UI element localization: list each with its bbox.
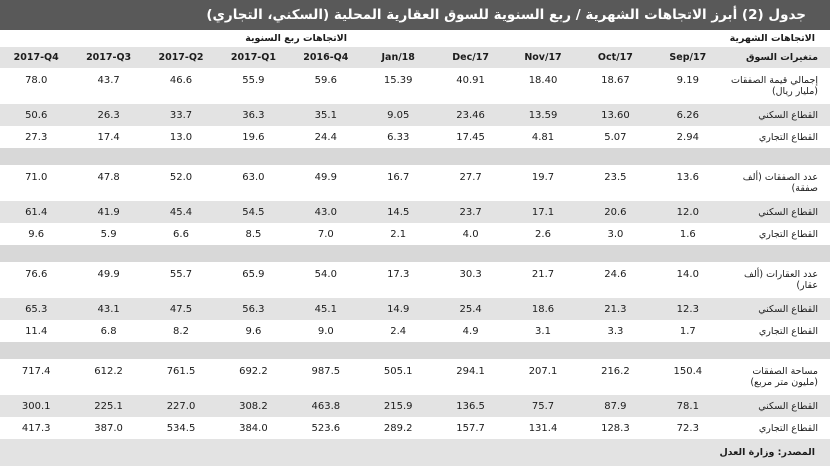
column-header: Dec/17 [452, 52, 489, 63]
value-cell: 87.9 [604, 400, 627, 412]
value-cell: 136.5 [456, 400, 485, 412]
row-header-cell: متغيرات السوق [746, 52, 818, 63]
value-cell: 761.5 [166, 366, 196, 377]
value-cell: 131.4 [528, 422, 558, 434]
value-cell: 78.1 [676, 400, 699, 412]
value-cell: 52.0 [169, 172, 193, 183]
value-cell: 65.3 [25, 303, 48, 315]
value-cell: 24.6 [604, 269, 627, 280]
value-cell: 300.1 [21, 400, 51, 412]
value-cell: 14.9 [387, 303, 410, 315]
value-cell: 6.6 [173, 228, 189, 240]
sector-row [0, 395, 830, 417]
value-cell: 72.3 [676, 422, 699, 434]
value-cell: 9.6 [28, 228, 45, 240]
sector-label: القطاع السكني [758, 303, 818, 315]
quarterly-trends-header: الاتجاهات ربع السنوية [245, 33, 347, 44]
value-cell: 1.6 [679, 228, 696, 240]
value-cell: 2.4 [390, 325, 407, 337]
value-cell: 43.1 [97, 303, 120, 315]
value-cell: 8.5 [245, 228, 262, 240]
value-cell: 12.0 [676, 206, 699, 218]
value-cell: 387.0 [94, 422, 123, 434]
group-total-row [0, 68, 830, 104]
value-cell: 43.0 [314, 206, 337, 218]
sector-row [0, 126, 830, 148]
value-cell: 5.07 [604, 131, 627, 143]
group-separator [0, 148, 830, 165]
sector-label: القطاع السكني [758, 206, 818, 218]
value-cell: 9.19 [676, 75, 699, 86]
value-cell: 11.4 [25, 325, 48, 337]
value-cell: 71.0 [25, 172, 48, 183]
column-header: 2017-Q3 [86, 52, 132, 63]
table-body [0, 68, 830, 439]
value-cell: 50.6 [25, 109, 48, 121]
value-cell: 227.0 [166, 400, 196, 412]
group-total-row [0, 165, 830, 201]
value-cell: 4.0 [462, 228, 479, 240]
monthly-trends-header: الاتجاهات الشهرية [729, 33, 815, 44]
sector-row [0, 201, 830, 223]
value-cell: 6.26 [676, 109, 699, 121]
value-cell: 417.3 [21, 422, 51, 434]
data-table [0, 30, 830, 439]
group-label: عدد العقارات (ألف عقار) [744, 269, 818, 291]
value-cell: 384.0 [239, 422, 268, 434]
sector-row [0, 417, 830, 439]
column-header: 2017-Q2 [158, 52, 204, 63]
value-cell: 56.3 [242, 303, 265, 315]
sector-label: القطاع التجاري [758, 131, 818, 143]
value-cell: 9.0 [317, 325, 334, 337]
value-cell: 16.7 [387, 172, 410, 183]
sector-row [0, 298, 830, 320]
value-cell: 17.1 [531, 206, 555, 218]
value-cell: 13.0 [169, 131, 193, 143]
value-cell: 128.3 [601, 422, 630, 434]
value-cell: 463.8 [311, 400, 341, 412]
value-cell: 41.9 [97, 206, 120, 218]
value-cell: 4.9 [462, 325, 479, 337]
value-cell: 75.7 [531, 400, 555, 412]
column-header: Oct/17 [597, 52, 633, 63]
value-cell: 78.0 [25, 75, 48, 86]
value-cell: 15.39 [383, 75, 413, 86]
column-header: 2016-Q4 [303, 52, 349, 63]
value-cell: 61.4 [25, 206, 48, 218]
source-note: المصدر: وزارة العدل [0, 439, 830, 466]
value-cell: 9.6 [245, 325, 262, 337]
table-title: جدول (2) أبرز الاتجاهات الشهرية / ربع السنوية للسوق العقارية المحلية (السكني، التجاري) [0, 0, 830, 30]
value-cell: 23.5 [604, 172, 627, 183]
value-cell: 35.1 [314, 109, 337, 121]
value-cell: 14.5 [387, 206, 410, 218]
value-cell: 19.6 [242, 131, 265, 143]
value-cell: 23.7 [459, 206, 482, 218]
value-cell: 17.4 [97, 131, 120, 143]
value-cell: 505.1 [383, 366, 413, 377]
column-group-header-row [0, 30, 830, 47]
column-header: Jan/18 [381, 52, 415, 63]
sector-label: القطاع السكني [758, 400, 818, 412]
value-cell: 17.3 [387, 269, 410, 280]
value-cell: 18.67 [601, 75, 630, 86]
value-cell: 17.45 [456, 131, 485, 143]
value-cell: 3.1 [535, 325, 551, 337]
group-separator [0, 245, 830, 262]
value-cell: 45.4 [169, 206, 193, 218]
value-cell: 207.1 [528, 366, 558, 377]
group-total-row [0, 359, 830, 395]
value-cell: 3.0 [607, 228, 624, 240]
value-cell: 534.5 [166, 422, 196, 434]
value-cell: 523.6 [311, 422, 341, 434]
value-cell: 7.0 [317, 228, 334, 240]
column-header: 2017-Q1 [230, 52, 276, 63]
sector-label: القطاع التجاري [758, 325, 818, 337]
value-cell: 12.3 [676, 303, 699, 315]
value-cell: 27.3 [25, 131, 48, 143]
column-header: Sep/17 [669, 52, 707, 63]
value-cell: 18.40 [528, 75, 558, 86]
value-cell: 157.7 [456, 422, 485, 434]
value-cell: 6.8 [100, 325, 117, 337]
value-cell: 308.2 [239, 400, 268, 412]
group-label: إجمالي قيمة الصفقات (مليار ريال) [731, 75, 818, 97]
value-cell: 47.8 [97, 172, 120, 183]
group-total-row [0, 262, 830, 298]
column-header: 2017-Q4 [13, 52, 59, 63]
value-cell: 46.6 [169, 75, 193, 86]
value-cell: 1.7 [679, 325, 696, 337]
value-cell: 8.2 [173, 325, 189, 337]
value-cell: 30.3 [459, 269, 482, 280]
value-cell: 19.7 [531, 172, 555, 183]
value-cell: 21.3 [604, 303, 627, 315]
value-cell: 692.2 [239, 366, 268, 377]
column-header: Nov/17 [524, 52, 562, 63]
value-cell: 612.2 [94, 366, 123, 377]
sector-row [0, 223, 830, 245]
value-cell: 2.94 [676, 131, 699, 143]
value-cell: 23.46 [456, 109, 485, 121]
value-cell: 59.6 [314, 75, 337, 86]
value-cell: 21.7 [531, 269, 555, 280]
value-cell: 13.60 [601, 109, 630, 121]
value-cell: 55.9 [242, 75, 265, 86]
value-cell: 13.59 [528, 109, 558, 121]
value-cell: 3.3 [607, 325, 624, 337]
value-cell: 216.2 [601, 366, 630, 377]
value-cell: 14.0 [676, 269, 699, 280]
value-cell: 5.9 [100, 228, 117, 240]
value-cell: 76.6 [25, 269, 48, 280]
value-cell: 47.5 [169, 303, 193, 315]
group-label: مساحة الصفقات (مليون متر مربع) [750, 366, 818, 388]
value-cell: 45.1 [314, 303, 337, 315]
value-cell: 2.6 [535, 228, 551, 240]
value-cell: 9.05 [387, 109, 410, 121]
value-cell: 36.3 [242, 109, 265, 121]
value-cell: 18.6 [531, 303, 555, 315]
sector-label: القطاع التجاري [758, 422, 818, 434]
value-cell: 65.9 [242, 269, 265, 280]
value-cell: 987.5 [311, 366, 341, 377]
value-cell: 54.5 [242, 206, 265, 218]
value-cell: 40.91 [456, 75, 485, 86]
group-label: عدد الصفقات (ألف صفقة) [742, 172, 818, 194]
value-cell: 54.0 [314, 269, 337, 280]
value-cell: 25.4 [459, 303, 482, 315]
value-cell: 43.7 [97, 75, 120, 86]
value-cell: 289.2 [383, 422, 413, 434]
sector-label: القطاع السكني [758, 109, 818, 121]
value-cell: 717.4 [21, 366, 51, 377]
value-cell: 2.1 [390, 228, 407, 240]
value-cell: 63.0 [242, 172, 265, 183]
value-cell: 6.33 [387, 131, 410, 143]
value-cell: 294.1 [456, 366, 485, 377]
sector-label: القطاع التجاري [758, 228, 818, 240]
value-cell: 27.7 [459, 172, 482, 183]
value-cell: 215.9 [383, 400, 413, 412]
value-cell: 26.3 [97, 109, 120, 121]
value-cell: 225.1 [94, 400, 123, 412]
value-cell: 49.9 [314, 172, 337, 183]
value-cell: 33.7 [169, 109, 193, 121]
sector-row [0, 104, 830, 126]
sector-row [0, 320, 830, 342]
value-cell: 55.7 [169, 269, 193, 280]
group-separator [0, 342, 830, 359]
value-cell: 13.6 [676, 172, 699, 183]
value-cell: 24.4 [314, 131, 337, 143]
value-cell: 20.6 [604, 206, 627, 218]
column-header-row [0, 47, 830, 68]
value-cell: 4.81 [531, 131, 555, 143]
value-cell: 49.9 [97, 269, 120, 280]
value-cell: 150.4 [673, 366, 703, 377]
